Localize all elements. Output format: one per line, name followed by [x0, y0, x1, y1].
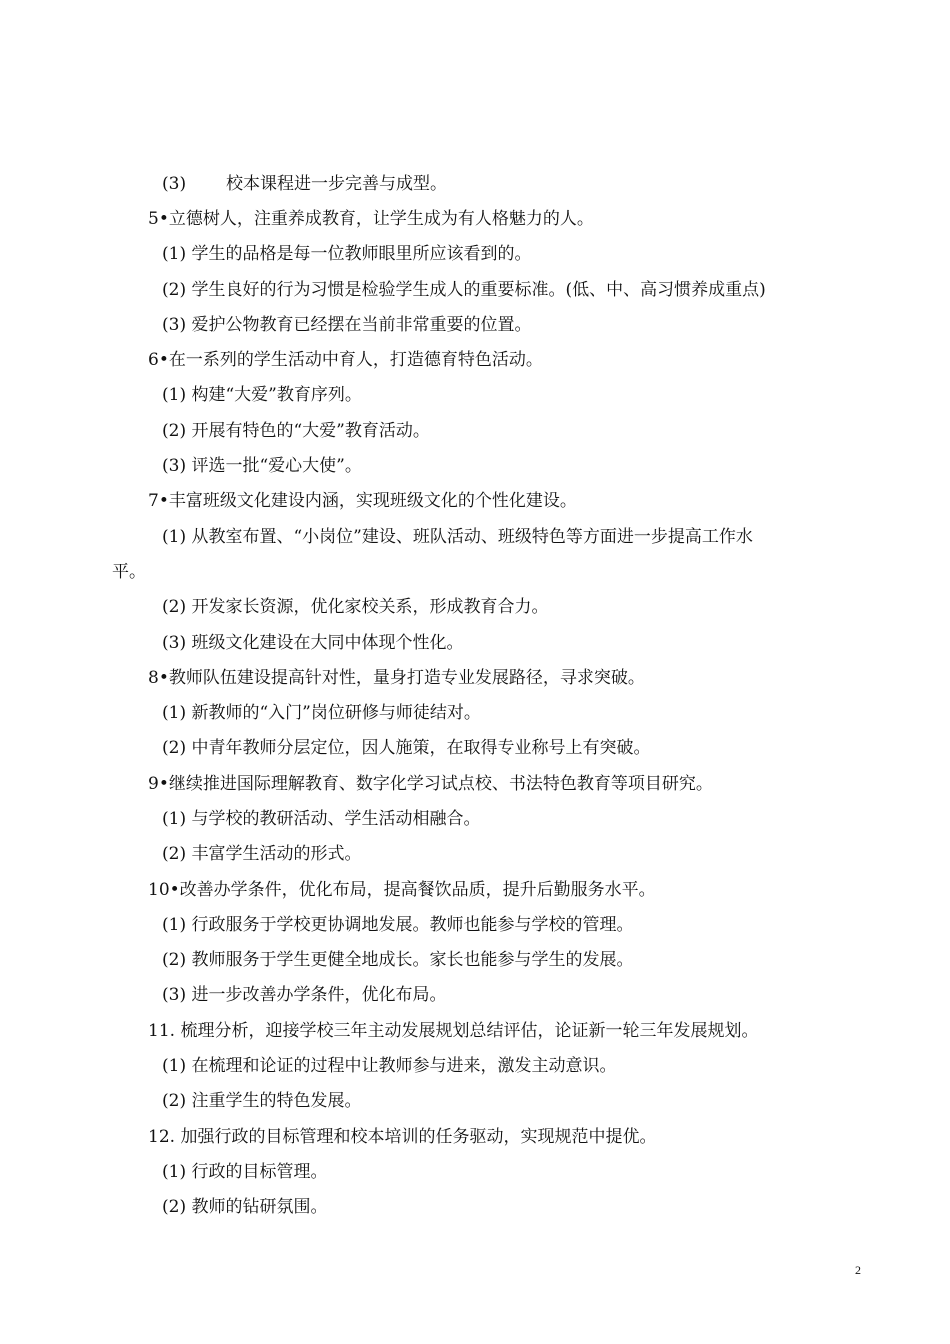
list-item: (1) 新教师的“入门”岗位研修与师徒结对。	[162, 703, 481, 723]
list-item	[0, 171, 950, 197]
list-item: (1) 构建“大爱”教育序列。	[162, 385, 362, 405]
list-item: (3) 爱护公物教育已经摆在当前非常重要的位置。	[162, 315, 532, 335]
list-item: (2) 开发家长资源，优化家校关系，形成教育合力。	[162, 597, 549, 617]
list-item-continuation: 平。	[112, 562, 146, 582]
list-item: (2) 丰富学生活动的形式。	[162, 844, 362, 864]
list-item: (2) 开展有特色的“大爱”教育活动。	[162, 421, 430, 441]
list-item: (3) 进一步改善办学条件，优化布局。	[162, 985, 447, 1005]
list-item: (1) 与学校的教研活动、学生活动相融合。	[162, 809, 481, 829]
list-item: (1) 学生的品格是每一位教师眼里所应该看到的。	[162, 244, 532, 264]
list-item: (1) 行政的目标管理。	[162, 1162, 328, 1182]
section-heading: 6•在一系列的学生活动中育人，打造德育特色活动。	[148, 350, 543, 370]
section-heading: 10•改善办学条件，优化布局，提高餐饮品质，提升后勤服务水平。	[148, 880, 656, 900]
section-heading: 9•继续推进国际理解教育、数字化学习试点校、书法特色教育等项目研究。	[148, 774, 713, 794]
list-item: (3) 评选一批“爱心大使”。	[162, 456, 362, 476]
item-text: 校本课程进一步完善与成型。	[226, 174, 447, 194]
list-item: (1) 从教室布置、“小岗位”建设、班队活动、班级特色等方面进一步提高工作水	[162, 527, 753, 547]
page-number: 2	[855, 1263, 861, 1277]
list-item: (1) 行政服务于学校更协调地发展。教师也能参与学校的管理。	[162, 915, 634, 935]
section-heading: 7•丰富班级文化建设内涵，实现班级文化的个性化建设。	[148, 491, 577, 511]
list-item: (2) 学生良好的行为习惯是检验学生成人的重要标准。(低、中、高习惯养成重点)	[162, 280, 766, 300]
list-item: (2) 教师服务于学生更健全地成长。家长也能参与学生的发展。	[162, 950, 634, 970]
list-item: (1) 在梳理和论证的过程中让教师参与进来，激发主动意识。	[162, 1056, 617, 1076]
section-heading: 12. 加强行政的目标管理和校本培训的任务驱动，实现规范中提优。	[148, 1127, 657, 1147]
section-heading: 5•立德树人，注重养成教育，让学生成为有人格魅力的人。	[148, 209, 594, 229]
list-item: (2) 教师的钻研氛围。	[162, 1197, 328, 1217]
section-heading: 11. 梳理分析，迎接学校三年主动发展规划总结评估，论证新一轮三年发展规划。	[148, 1021, 759, 1041]
list-item: (2) 注重学生的特色发展。	[162, 1091, 362, 1111]
list-item: (2) 中青年教师分层定位，因人施策，在取得专业称号上有突破。	[162, 738, 651, 758]
list-item: (3) 班级文化建设在大同中体现个性化。	[162, 633, 464, 653]
section-heading: 8•教师队伍建设提高针对性，量身打造专业发展路径，寻求突破。	[148, 668, 645, 688]
item-number: (3)	[162, 174, 187, 194]
